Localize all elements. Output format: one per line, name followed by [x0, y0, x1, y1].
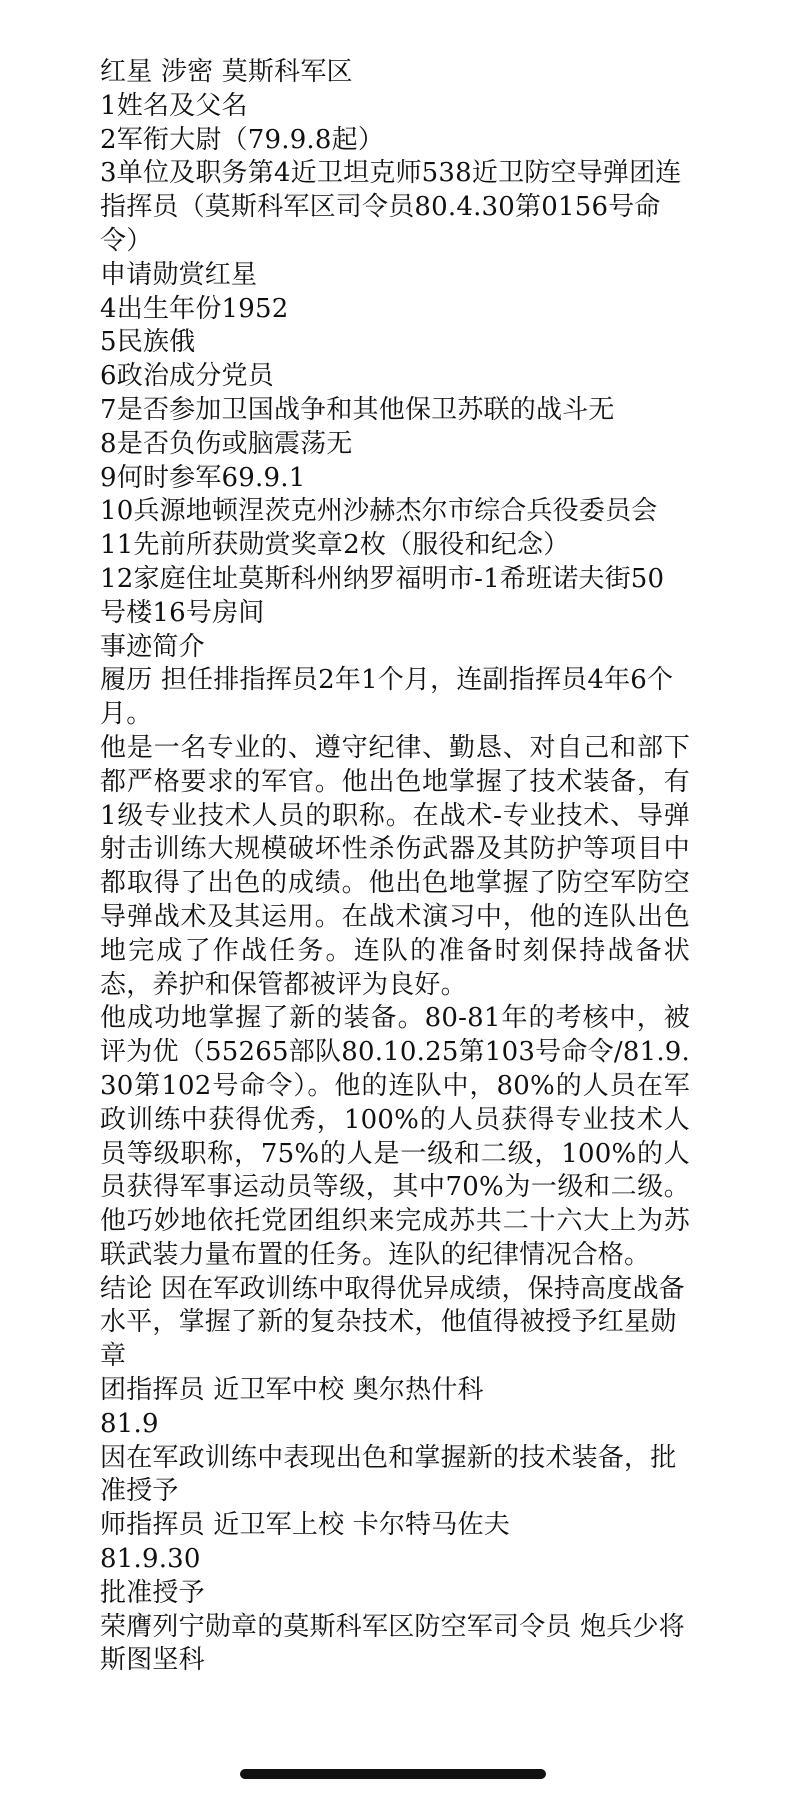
document-header: 红星 涉密 莫斯科军区: [100, 57, 353, 87]
field-home-address: 12家庭住址莫斯科州纳罗福明市-1希班诺夫街50号楼16号房间: [100, 563, 665, 628]
field-previous-awards: 11先前所获勋赏奖章2枚（服役和纪念）: [100, 530, 570, 561]
approval-statement: 批准授予: [100, 1577, 205, 1608]
field-enlistment-date: 9何时参军69.9.1: [100, 462, 306, 493]
field-wounds: 8是否负伤或脑震荡无: [100, 428, 353, 459]
field-nationality: 5民族俄: [100, 327, 196, 358]
regiment-date: 81.9: [100, 1408, 159, 1439]
regiment-commander-signature: 团指挥员 近卫军中校 奥尔热什科: [100, 1375, 484, 1406]
division-commander-signature: 师指挥员 近卫军上校 卡尔特马佐夫: [100, 1510, 510, 1541]
field-award-requested: 申请勋赏红星: [100, 259, 258, 290]
award-document: [100, 56, 690, 1678]
field-birth-year: 4出生年份1952: [100, 293, 289, 324]
air-defense-commander-signature: 荣膺列宁勋章的莫斯科军区防空军司令员 炮兵少将 斯图坚科: [100, 1611, 685, 1676]
conclusion: 结论 因在军政训练中取得优异成绩，保持高度战备水平，掌握了新的复杂技术，他值得被授予红星勋章: [100, 1273, 685, 1372]
field-rank: 2军衔大尉（79.9.8起）: [100, 124, 385, 155]
field-conscription-office: 10兵源地顿涅茨克州沙赫杰尔市综合兵役委员会: [100, 496, 658, 527]
field-war-participation: 7是否参加卫国战争和其他保卫苏联的战斗无: [100, 394, 615, 425]
division-date: 81.9.30: [100, 1544, 201, 1575]
field-party: 6政治成分党员: [100, 361, 274, 392]
career-history: 履历 担任排指挥员2年1个月，连副指挥员4年6个月。: [100, 665, 674, 730]
field-name: 1姓名及父名: [100, 90, 248, 121]
summary-title: 事迹简介: [100, 631, 205, 662]
merit-paragraph-2: 他成功地掌握了新的装备。80-81年的考核中，被评为优（55265部队80.10.25第103号命令/81.9.30第102号命令）。他的连队中，80%的人员在军政训练中获得优秀，100%的人员获得专业技术人员等级职称，75%的人是一级和二级，100%的人员获得军事运动员等级，其中70%为一级和二级。他巧妙地依托党团组织来完成苏共二十六大上为苏联武装力量布置的任务。连队的纪律情况合格。: [100, 1003, 690, 1270]
division-opinion: 因在军政训练中表现出色和掌握新的技术装备，批准授予: [100, 1442, 677, 1507]
field-unit-position: 3单位及职务第4近卫坦克师538近卫防空导弹团连指挥员（莫斯科军区司令员80.4.30第0156号命令）: [100, 158, 682, 256]
home-indicator[interactable]: [240, 1769, 546, 1779]
merit-paragraph-1: 他是一名专业的、遵守纪律、勤恳、对自己和部下都严格要求的军官。他出色地掌握了技术装备，有1级专业技术人员的职称。在战术-专业技术、导弹射击训练大规模破坏性杀伤武器及其防护等项目中都取得了出色的成绩。他出色地掌握了防空军防空导弹战术及其运用。在战术演习中，他的连队出色地完成了作战任务。连队的准备时刻保持战备状态，养护和保管都被评为良好。: [100, 732, 690, 1000]
